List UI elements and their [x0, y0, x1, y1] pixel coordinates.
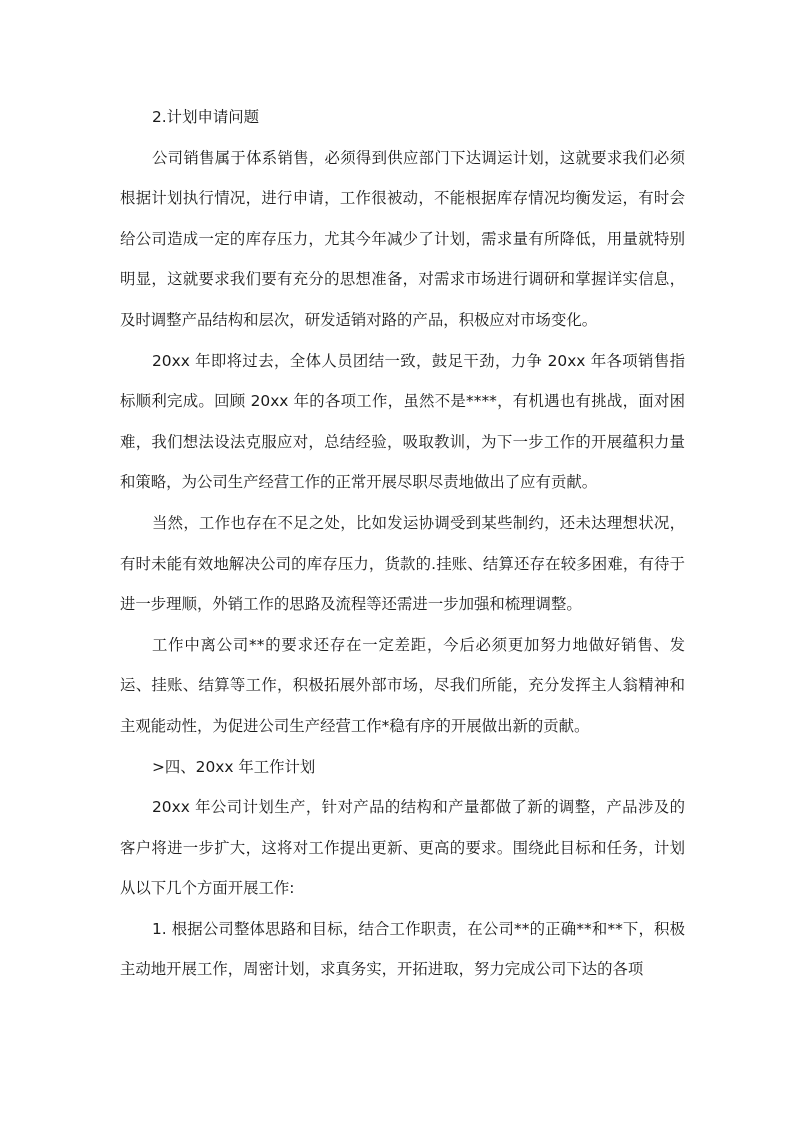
paragraph-shortcomings: 当然，工作也存在不足之处，比如发运协调受到某些制约，还未达理想状况，有时未能有效地解决公司的库存压力，货款的.挂账、结算还存在较多困难，有待于进一步理顺，外销工作的思路及流程等还需进一步加强和梳理调整。	[120, 513, 685, 614]
section-heading-plan-application: 2.计划申请问题	[152, 108, 260, 126]
section-heading-work-plan: >四、20xx 年工作计划	[152, 757, 316, 776]
paragraph-system-sales: 公司销售属于体系销售，必须得到供应部门下达调运计划，这就要求我们必须根据计划执行情况，进行申请，工作很被动，不能根据库存情况均衡发运，有时会给公司造成一定的库存压力，尤其今年减少了计划，需求量有所降低，用量就特别明显，这就要求我们要有充分的思想准备，对需求市场进行调研和掌握详实信息，及时调整产品结构和层次，研发适销对路的产品，积极应对市场变化。	[120, 148, 685, 329]
paragraph-gap-and-goals: 工作中离公司**的要求还存在一定差距，今后必须更加努力地做好销售、发运、挂账、结算等工作，积极拓展外部市场，尽我们所能，充分发挥主人翁精神和主观能动性，为促进公司生产经营工作*稳有序的开展做出新的贡献。	[120, 635, 685, 735]
paragraph-year-review: 20xx 年即将过去，全体人员团结一致，鼓足干劲，力争 20xx 年各项销售指标顺利完成。回顾 20xx 年的各项工作，虽然不是****，有机遇也有挑战，面对困难，我们想法设法克服应对，总结经验，吸取教训，为下一步工作的开展蕴积力量和策略，为公司生产经营工作的正常开展尽职尽责地做出了应有贡献。	[120, 351, 685, 492]
document-page	[120, 97, 685, 990]
paragraph-production-plan: 20xx 年公司计划生产，针对产品的结构和产量都做了新的调整，产品涉及的客户将进一步扩大，这将对工作提出更新、更高的要求。围绕此目标和任务，计划从以下几个方面开展工作:	[120, 798, 685, 898]
paragraph-plan-item-1: 1. 根据公司整体思路和目标，结合工作职责，在公司**的正确**和**下，积极主动地开展工作，周密计划，求真务实，开拓进取，努力完成公司下达的各项	[120, 919, 685, 979]
